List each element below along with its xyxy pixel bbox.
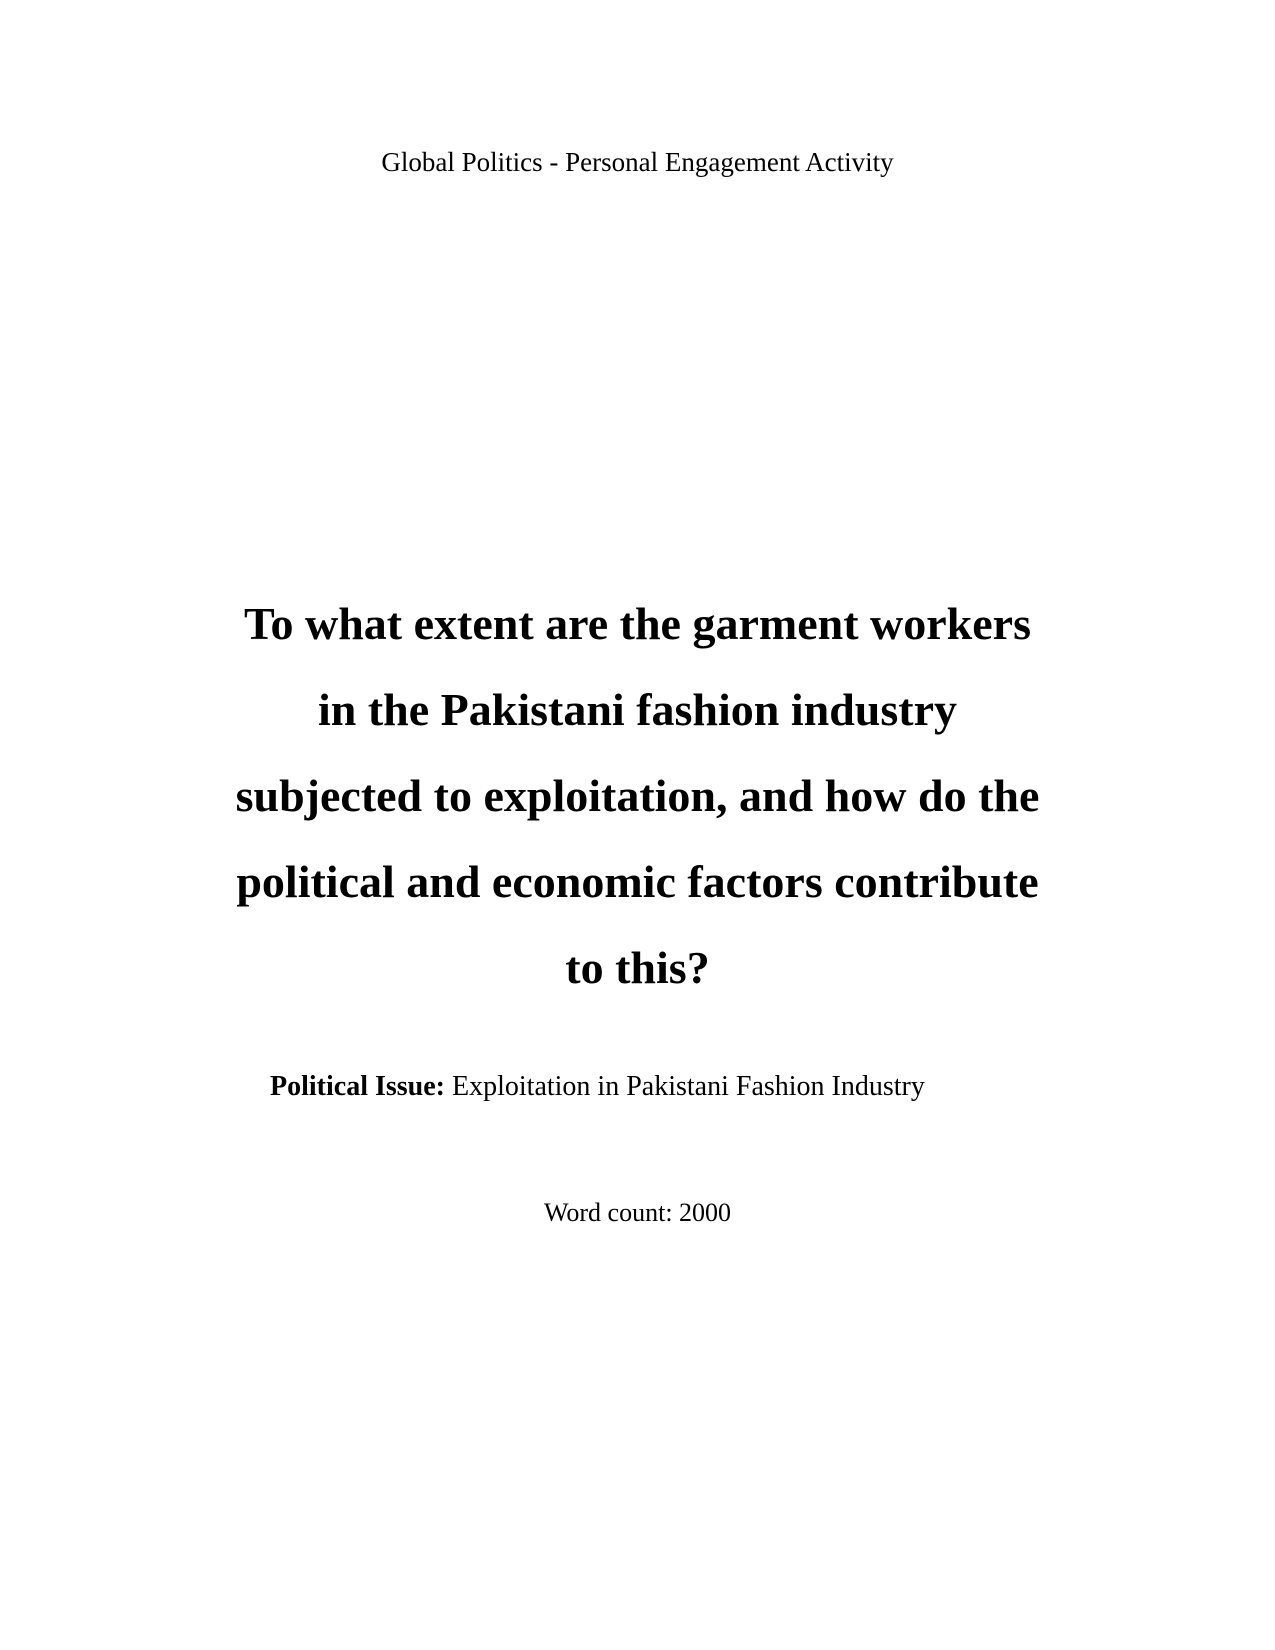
title-line: political and economic factors contribute bbox=[236, 856, 1039, 907]
title-line: subjected to exploitation, and how do the bbox=[235, 770, 1040, 821]
political-issue-text: Exploitation in Pakistani Fashion Industry bbox=[445, 1071, 925, 1102]
title-line: to this? bbox=[565, 942, 710, 993]
political-issue bbox=[270, 1070, 925, 1104]
title-line: To what extent are the garment workers bbox=[244, 598, 1031, 649]
document-title bbox=[217, 581, 1058, 1011]
title-line: in the Pakistani fashion industry bbox=[317, 684, 958, 735]
political-issue-label: Political Issue: bbox=[270, 1071, 445, 1102]
document-header: Global Politics - Personal Engagement Activity bbox=[381, 147, 894, 177]
word-count: Word count: 2000 bbox=[543, 1198, 732, 1227]
